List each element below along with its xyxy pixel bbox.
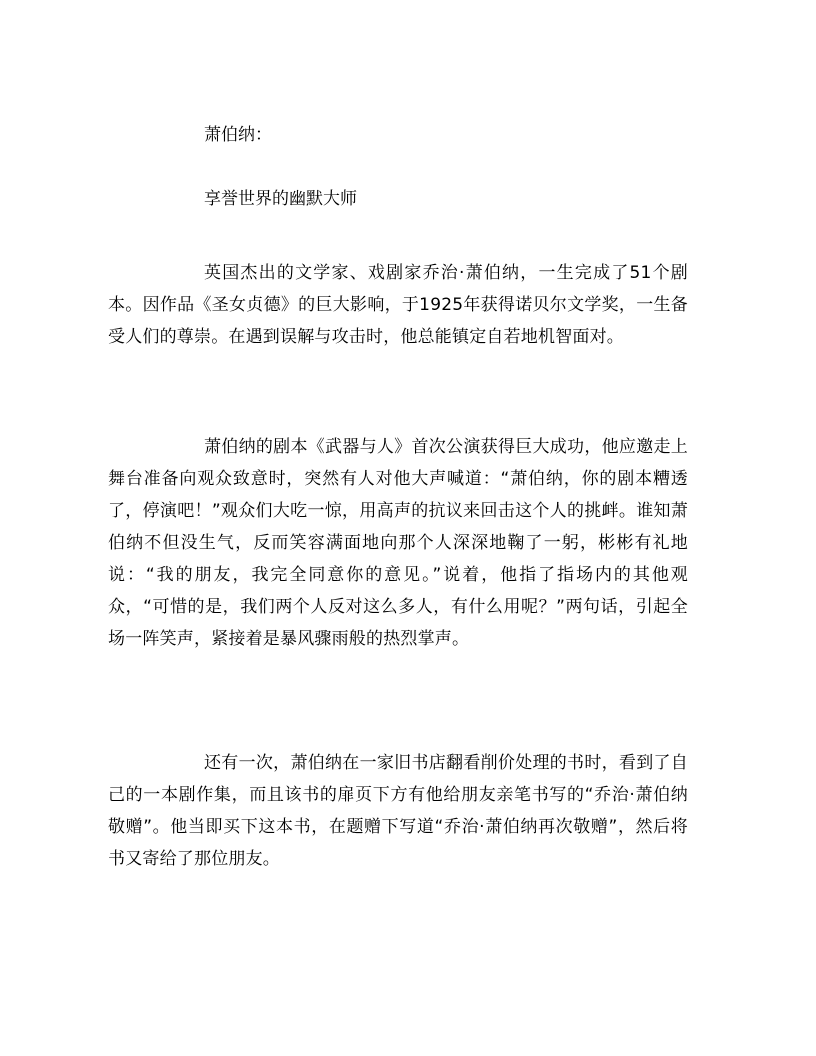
document-subtitle: 享誉世界的幽默大师 bbox=[204, 189, 357, 209]
paragraph-3: 还有一次，萧伯纳在一家旧书店翻看削价处理的书时，看到了自己的一本剧作集，而且该书的扉页下方有他给朋友亲笔书写的“乔治·萧伯纳敬赠”。他当即买下这本书，在题赠下写道“乔治·萧伯纳再次敬赠”，然后将书又寄给了那位朋友。 bbox=[108, 753, 688, 869]
paragraph-1: 英国杰出的文学家、戏剧家乔治·萧伯纳，一生完成了51个剧本。因作品《圣女贞德》的巨大影响，于1925年获得诺贝尔文学奖，一生备受人们的尊崇。在遇到误解与攻击时，他总能镇定自若地机智面对。 bbox=[108, 263, 688, 347]
paragraph-2: 萧伯纳的剧本《武器与人》首次公演获得巨大成功，他应邀走上舞台准备向观众致意时，突然有人对他大声喊道：“萧伯纳，你的剧本糟透了，停演吧！”观众们大吃一惊，用高声的抗议来回击这个人的挑衅。谁知萧伯纳不但没生气，反而笑容满面地向那个人深深地鞠了一躬，彬彬有礼地说：“我的朋友，我完全同意你的意见。”说着，他指了指场内的其他观众，“可惜的是，我们两个人反对这么多人，有什么用呢？”两句话，引起全场一阵笑声，紧接着是暴风骤雨般的热烈掌声。 bbox=[108, 437, 688, 649]
document-title: 萧伯纳： bbox=[204, 125, 272, 145]
